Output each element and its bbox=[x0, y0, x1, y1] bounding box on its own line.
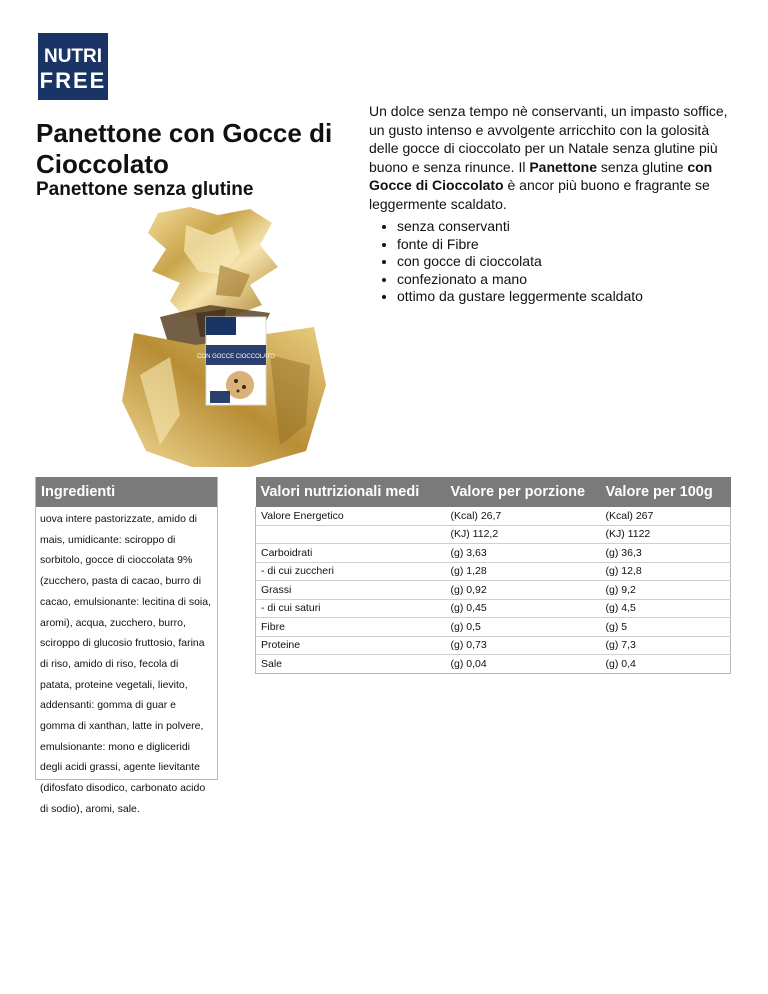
desc-part-1: Un dolce senza tempo nè conservanti, un impasto soffice, un gusto intenso e avvolgente arricchito con la golosità delle gocce di cioccolato per un Natale senza glutine più buono e senza rinunce. Il bbox=[369, 103, 728, 175]
feature-item: • ottimo da gustare leggermente scaldato bbox=[397, 288, 643, 306]
per100-value: (g) 12,8 bbox=[601, 562, 731, 581]
table-row bbox=[256, 562, 731, 581]
header-nutrient: Valori nutrizionali medi bbox=[256, 477, 446, 507]
product-subtitle: Panettone senza glutine bbox=[36, 179, 254, 200]
nutrient-name: Fibre bbox=[256, 618, 446, 637]
product-description bbox=[369, 102, 729, 213]
feature-list bbox=[381, 218, 643, 306]
per100-value: (g) 4,5 bbox=[601, 599, 731, 618]
desc-part-3: è ancor più buono e fragrante se leggermente scaldato. bbox=[369, 177, 710, 212]
per100-value: (g) 7,3 bbox=[601, 636, 731, 655]
feature-item: • con gocce di cioccolata bbox=[397, 253, 643, 271]
nutrient-name bbox=[256, 525, 446, 544]
product-title: Panettone con Gocce di Cioccolato bbox=[36, 118, 333, 179]
table-row bbox=[256, 544, 731, 563]
nutrient-name: Proteine bbox=[256, 636, 446, 655]
brand-logo bbox=[38, 33, 108, 100]
feature-item: • fonte di Fibre bbox=[397, 236, 643, 254]
header-per-100g: Valore per 100g bbox=[601, 477, 731, 507]
package-label: CON GOCCE CIOCCOLATO bbox=[197, 354, 275, 360]
portion-value: (g) 1,28 bbox=[446, 562, 601, 581]
per100-value: (g) 0,4 bbox=[601, 655, 731, 674]
table-row bbox=[256, 618, 731, 637]
nutrition-header-row bbox=[256, 477, 731, 507]
table-row bbox=[256, 636, 731, 655]
portion-value: (g) 0,04 bbox=[446, 655, 601, 674]
per100-value: (Kcal) 267 bbox=[601, 507, 731, 525]
portion-value: (g) 0,5 bbox=[446, 618, 601, 637]
ingredients-panel bbox=[35, 477, 218, 815]
nutrient-name: Sale bbox=[256, 655, 446, 674]
nutrient-name: Carboidrati bbox=[256, 544, 446, 563]
table-row bbox=[256, 581, 731, 600]
feature-item: • senza conservanti bbox=[397, 218, 643, 236]
logo-line-1: NUTRI bbox=[43, 46, 103, 67]
portion-value: (g) 0,45 bbox=[446, 599, 601, 618]
nutrition-table bbox=[255, 477, 731, 674]
table-row bbox=[256, 507, 731, 525]
per100-value: (KJ) 1122 bbox=[601, 525, 731, 544]
desc-bold-1: Panettone bbox=[529, 158, 598, 175]
nutrient-name: - di cui zuccheri bbox=[256, 562, 446, 581]
ingredients-heading: Ingredienti bbox=[36, 477, 217, 507]
logo-line-2: FREE bbox=[39, 68, 107, 93]
portion-value: (Kcal) 26,7 bbox=[446, 507, 601, 525]
desc-bold-2: con Gocce di Cioccolato bbox=[369, 158, 713, 193]
feature-item: • confezionato a mano bbox=[397, 271, 643, 289]
ingredients-text: uova intere pastorizzate, amido di mais, umidicante: sciroppo di sorbitolo, gocce di cioccolata 9% (zucchero, pasta di cacao, burro di cacao, emulsionante: lecitina di soia, aromi), acqua, zucchero, burro, sciroppo di glucosio fruttosio, farina di riso, amido di riso, fecola di patata, proteine vegetali, lievito, addensanti: gomma di guar e gomma di xanthan, latte in polvere, emulsionante: mono e digliceridi degli acidi grassi, agente lievitante (difosfato disodico, carbonato acido di sodio), aromi, sale. bbox=[40, 513, 212, 815]
header-per-portion: Valore per porzione bbox=[446, 477, 601, 507]
portion-value: (g) 0,73 bbox=[446, 636, 601, 655]
table-row bbox=[256, 655, 731, 674]
nutrient-name: Grassi bbox=[256, 581, 446, 600]
per100-value: (g) 5 bbox=[601, 618, 731, 637]
nutrient-name: - di cui saturi bbox=[256, 599, 446, 618]
table-row bbox=[256, 525, 731, 544]
desc-part-2: senza glutine bbox=[597, 158, 688, 175]
per100-value: (g) 36,3 bbox=[601, 544, 731, 563]
portion-value: (g) 0,92 bbox=[446, 581, 601, 600]
per100-value: (g) 9,2 bbox=[601, 581, 731, 600]
portion-value: (KJ) 112,2 bbox=[446, 525, 601, 544]
portion-value: (g) 3,63 bbox=[446, 544, 601, 563]
nutrient-name: Valore Energetico bbox=[256, 507, 446, 525]
product-image bbox=[100, 205, 336, 470]
table-row bbox=[256, 599, 731, 618]
